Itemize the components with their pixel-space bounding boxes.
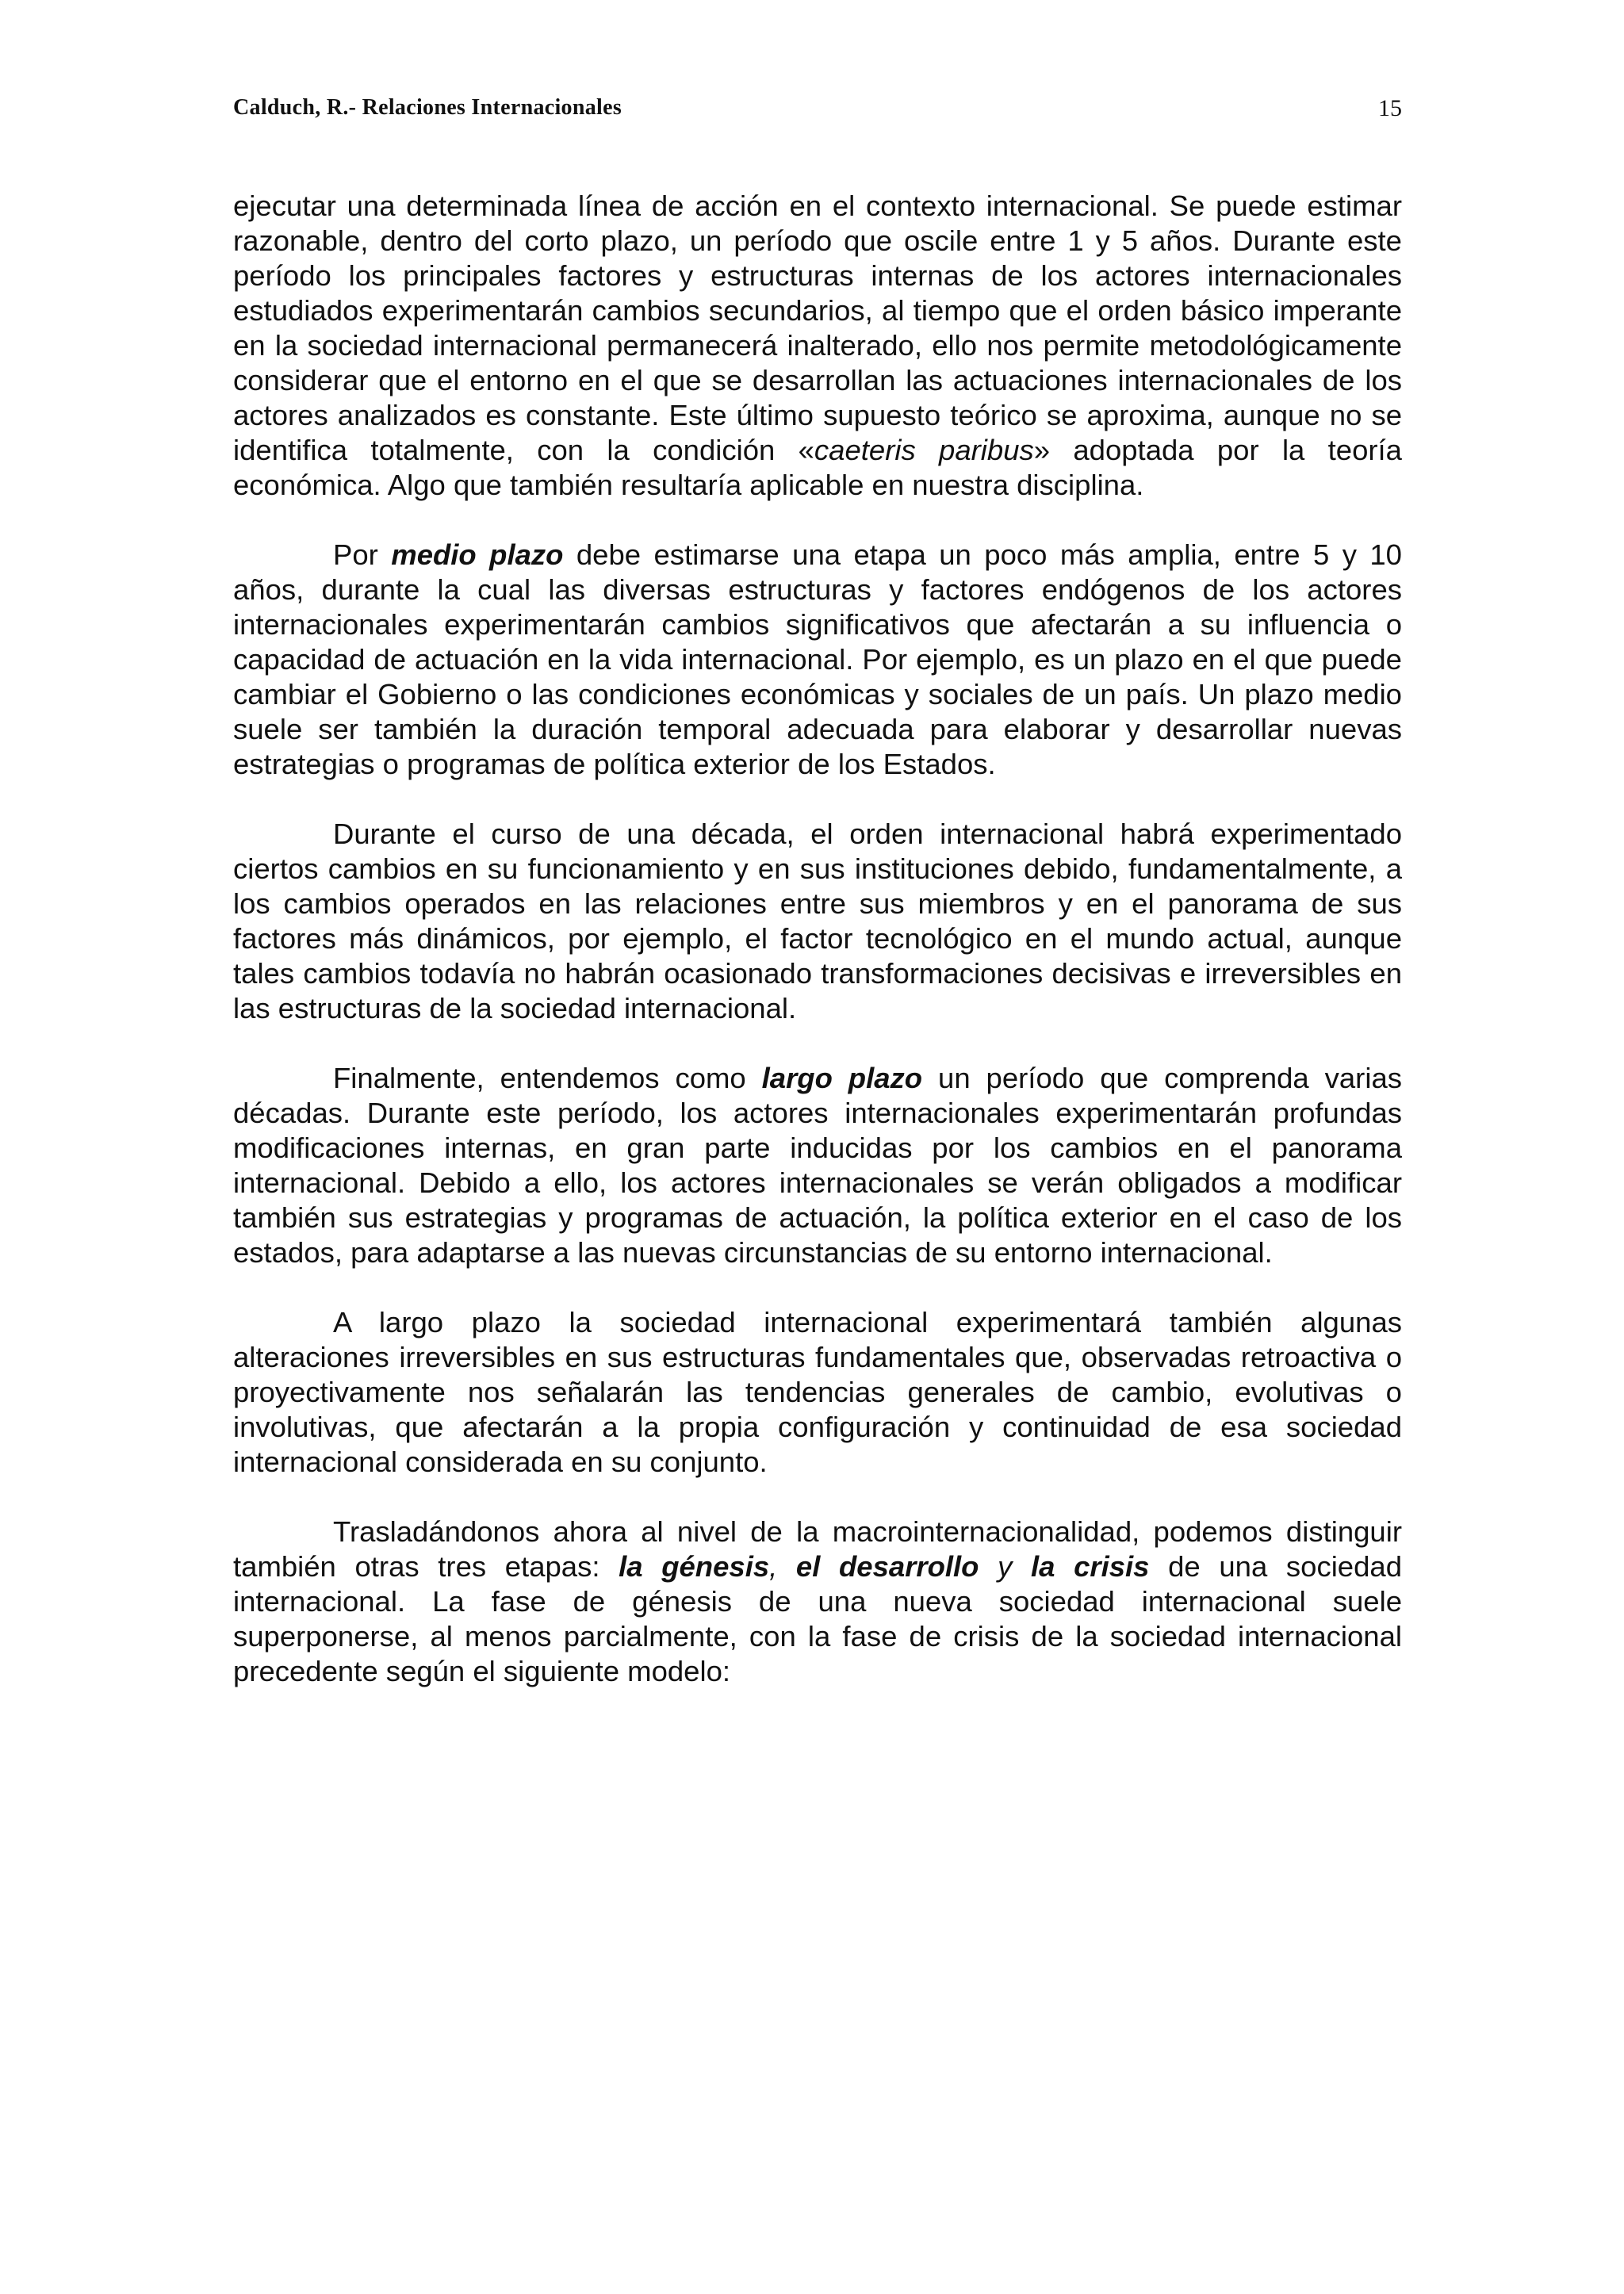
paragraph-text: de una sociedad internacional. La fase de génesis de una nueva sociedad internacional suele superponerse, al menos parcialmente, con la fase de crisis de la sociedad internacional precedente según el siguiente modelo: <box>233 1550 1402 1687</box>
emphasis-caeteris-paribus: caeteris paribus <box>814 434 1034 466</box>
paragraph-decada <box>233 817 1402 1026</box>
paragraph-macrointernacionalidad <box>233 1515 1402 1689</box>
paragraph-alteraciones <box>233 1305 1402 1480</box>
emphasis-la-genesis: la génesis <box>619 1550 770 1583</box>
paragraph-text: Trasladándonos ahora al nivel de la macrointernacionalidad, podemos distinguir también otras tres etapas: <box>233 1515 1402 1583</box>
paragraph-text: y <box>979 1550 1032 1583</box>
emphasis-largo-plazo: largo plazo <box>761 1062 923 1094</box>
document-body <box>233 189 1402 1724</box>
paragraph-text: A largo plazo la sociedad internacional experimentará también algunas alteraciones irreversibles en sus estructuras fundamentales que, observadas retroactiva o proyectivamente nos señalarán las tendencias generales de cambio, evolutivas o involutivas, que afectarán a la propia configuración y continuidad de esa sociedad internacional considerada en su conjunto. <box>233 1306 1402 1478</box>
emphasis-medio-plazo: medio plazo <box>391 538 564 571</box>
paragraph-medio-plazo <box>233 538 1402 782</box>
paragraph-text: debe estimarse una etapa un poco más amplia, entre 5 y 10 años, durante la cual las diversas estructuras y factores endógenos de los actores internacionales experimentarán cambios significativos que afectarán a su influencia o capacidad de actuación en la vida internacional. Por ejemplo, es un plazo en el que puede cambiar el Gobierno o las condiciones económicas y sociales de un país. Un plazo medio suele ser también la duración temporal adecuada para elaborar y desarrollar nuevas estrategias o programas de política exterior de los Estados. <box>233 538 1402 780</box>
paragraph-text: » adoptada por la teoría económica. Algo que también resultaría aplicable en nuestra disciplina. <box>233 434 1402 501</box>
paragraph-text: , <box>769 1550 796 1583</box>
page-number: 15 <box>1378 95 1402 121</box>
paragraph-text: Durante el curso de una década, el orden internacional habrá experimentado ciertos cambios en su funcionamiento y en sus instituciones debido, fundamentalmente, a los cambios operados en las relaciones entre sus miembros y en el panorama de sus factores más dinámicos, por ejemplo, el factor tecnológico en el mundo actual, aunque tales cambios todavía no habrán ocasionado transformaciones decisivas e irreversibles en las estructuras de la sociedad internacional. <box>233 818 1402 1024</box>
paragraph-corto-plazo <box>233 189 1402 503</box>
page-header <box>233 95 1402 130</box>
paragraph-largo-plazo <box>233 1061 1402 1270</box>
emphasis-el-desarrollo: el desarrollo <box>795 1550 979 1583</box>
paragraph-text: Finalmente, entendemos como <box>333 1062 762 1094</box>
paragraph-text: un período que comprenda varias décadas. Durante este período, los actores internacionales experimentarán profundas modificaciones internas, en gran parte inducidas por los cambios en el panorama internacional. Debido a ello, los actores internacionales se verán obligados a modificar también sus estrategias y programas de actuación, la política exterior en el caso de los estados, para adaptarse a las nuevas circunstancias de su entorno internacional. <box>233 1062 1402 1269</box>
emphasis-la-crisis: la crisis <box>1031 1550 1150 1583</box>
paragraph-text: Por <box>333 538 392 571</box>
paragraph-text: ejecutar una determinada línea de acción en el contexto internacional. Se puede estimar razonable, dentro del corto plazo, un período que oscile entre 1 y 5 años. Durante este período los principales factores y estructuras internas de los actores internacionales estudiados experimentarán cambios secundarios, al tiempo que el orden básico imperante en la sociedad internacional permanecerá inalterado, ello nos permite metodológicamente considerar que el entorno en el que se desarrollan las actuaciones internacionales de los actores analizados es constante. Este último supuesto teórico se aproxima, aunque no se identifica totalmente, con la condición « <box>233 190 1402 466</box>
running-header-title: Calduch, R.- Relaciones Internacionales <box>233 95 622 120</box>
